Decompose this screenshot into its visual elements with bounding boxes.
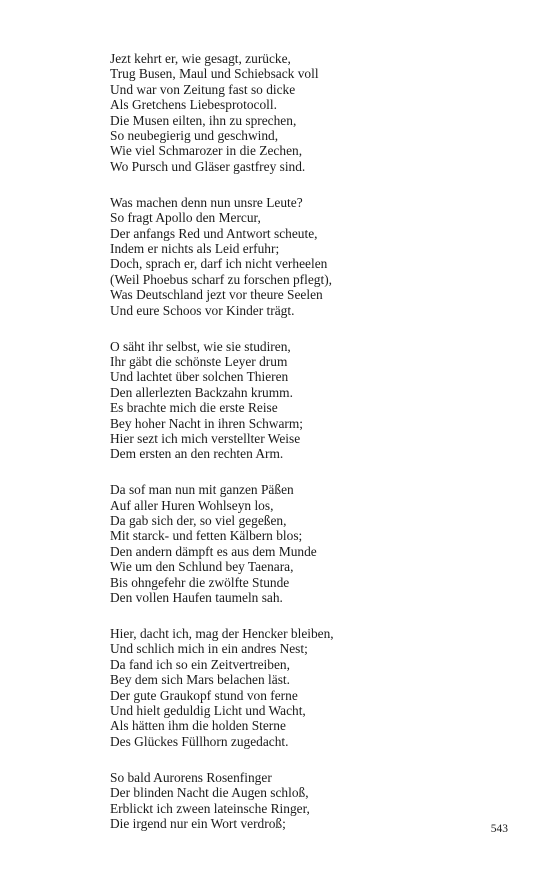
verse-line: Des Glückes Füllhorn zugedacht.	[110, 733, 289, 749]
verse-line: Und war von Zeitung fast so dicke	[110, 81, 296, 97]
verse-line: Die Musen eilten, ihn zu sprechen,	[110, 112, 297, 128]
verse-line: Was Deutschland jezt vor theure Seelen	[110, 287, 323, 303]
verse-line: Auf aller Huren Wohlseyn los,	[110, 497, 274, 513]
poem-text	[110, 51, 510, 852]
verse-line: Bis ohngefehr die zwölfte Stunde	[110, 574, 290, 590]
verse-line: Und hielt geduldig Licht und Wacht,	[110, 703, 306, 719]
verse-line: Da sof man nun mit ganzen Päßen	[110, 482, 294, 498]
verse-line: Der gute Graukopf stund von ferne	[110, 687, 298, 703]
verse-line: Hier sezt ich mich verstellter Weise	[110, 430, 301, 446]
verse-line: Da fand ich so ein Zeitvertreiben,	[110, 656, 290, 672]
verse-line: Den vollen Haufen taumeln sah.	[110, 590, 283, 606]
verse-line: Mit starck- und fetten Kälbern blos;	[110, 528, 303, 544]
verse-line: Der anfangs Red und Antwort scheute,	[110, 225, 318, 241]
verse-line: Doch, sprach er, darf ich nicht verheelen	[110, 256, 328, 272]
verse-line: Und lachtet über solchen Thieren	[110, 369, 289, 385]
verse-line: Es brachte mich die erste Reise	[110, 400, 278, 416]
stanza	[110, 51, 510, 174]
verse-line: Indem er nichts als Leid erfuhr;	[110, 240, 280, 256]
verse-line: Den andern dämpft es aus dem Munde	[110, 543, 317, 559]
verse-line: Und schlich mich in ein andres Nest;	[110, 641, 308, 657]
stanza	[110, 195, 510, 318]
verse-line: (Weil Phoebus scharf zu forschen pflegt),	[110, 271, 333, 287]
verse-line: Als Gretchens Liebesprotocoll.	[110, 97, 277, 113]
verse-line: Bey hoher Nacht in ihren Schwarm;	[110, 415, 303, 431]
page-number: 543	[490, 823, 508, 835]
verse-line: Was machen denn nun unsre Leute?	[110, 194, 303, 210]
verse-line: Bey dem sich Mars belachen läst.	[110, 672, 290, 688]
stanza	[110, 482, 510, 605]
verse-line: Wie um den Schlund bey Taenara,	[110, 559, 294, 575]
verse-line: So fragt Apollo den Mercur,	[110, 210, 261, 226]
verse-line: Hier, dacht ich, mag der Hencker bleiben,	[110, 626, 334, 641]
verse-line: Dem ersten an den rechten Arm.	[110, 446, 284, 462]
verse-line: Erblickt ich zween lateinsche Ringer,	[110, 800, 310, 816]
verse-line: So bald Aurorens Rosenfinger	[110, 769, 272, 785]
verse-line: O säht ihr selbst, wie sie studiren,	[110, 338, 291, 354]
verse-line: Trug Busen, Maul und Schiebsack voll	[110, 66, 319, 82]
verse-line: Der blinden Nacht die Augen schloß,	[110, 785, 309, 801]
stanza	[110, 770, 510, 832]
verse-line: Ihr gäbt die schönste Leyer drum	[110, 353, 288, 369]
verse-line: So neubegierig und geschwind,	[110, 128, 279, 144]
verse-line: Als hätten ihm die holden Sterne	[110, 718, 286, 734]
stanza	[110, 626, 510, 749]
verse-line: Jezt kehrt er, wie gesagt, zurücke,	[110, 51, 291, 66]
verse-line: Da gab sich der, so viel gegeßen,	[110, 513, 287, 529]
verse-line: Die irgend nur ein Wort verdroß;	[110, 815, 286, 831]
verse-line: Den allerlezten Backzahn krumm.	[110, 384, 293, 400]
stanza	[110, 339, 510, 462]
verse-line: Wo Pursch und Gläser gastfrey sind.	[110, 158, 306, 174]
verse-line: Wie viel Schmarozer in die Zechen,	[110, 143, 303, 159]
verse-line: Und eure Schoos vor Kinder trägt.	[110, 302, 295, 318]
